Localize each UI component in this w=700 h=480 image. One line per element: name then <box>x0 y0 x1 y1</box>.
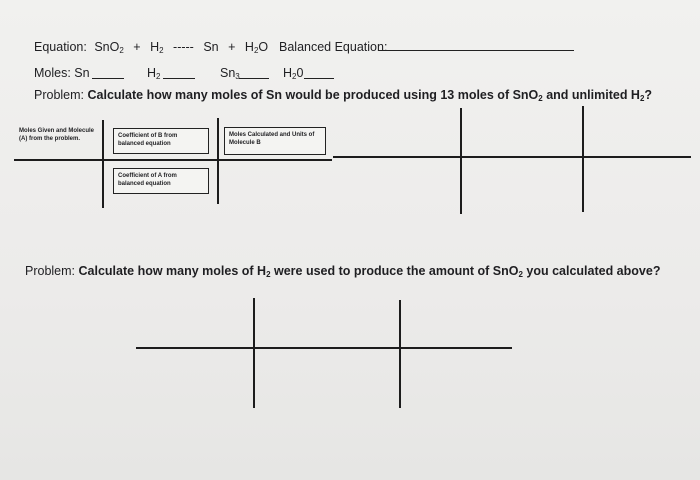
product-sn: Sn <box>203 40 219 54</box>
reactant-h2: $H_2$ <box>150 40 164 55</box>
moles-sn-label: Moles: Sn <box>34 66 90 80</box>
moles-calculated-box: Moles Calculated and Units of Molecule B <box>224 127 326 155</box>
problem-2 <box>25 264 660 282</box>
work-grid-vertical-line-2 <box>582 106 584 212</box>
equation-line <box>34 40 268 58</box>
problem-1 <box>34 88 652 106</box>
problem-2-label: Problem: <box>25 264 76 278</box>
work-grid-vertical-line-1 <box>460 108 462 214</box>
coefficient-a-box: Coefficient of A from balanced equation <box>113 168 209 194</box>
coefficient-b-box: Coefficient of B from balanced equation <box>113 128 209 154</box>
plus-sign-2: + <box>228 40 236 54</box>
moles-h2o-label: $H_20$ <box>283 66 304 81</box>
product-h2o: $H_2O$ <box>244 40 269 55</box>
work-grid-2-vertical-line-1 <box>253 298 255 408</box>
moles-h2-blank[interactable] <box>163 78 195 79</box>
moles-sn-blank[interactable] <box>92 78 124 79</box>
problem-2-text: Calculate how many moles of $H_2$ were used to produce the amount of SnO$_2$ you calculated above? <box>78 264 661 279</box>
work-grid-2-horizontal-line <box>136 347 512 349</box>
problem-1-text: Calculate how many moles of Sn would be produced using 13 moles of SnO$_2$ and unlimited $H_2$? <box>87 88 653 103</box>
template-horizontal-line <box>14 159 332 161</box>
balanced-equation-blank[interactable] <box>378 50 574 51</box>
balanced-equation-label: Balanced Equation: <box>279 40 388 54</box>
template-vertical-line-2 <box>217 118 219 204</box>
reactant-sno2: SnO$_2$ <box>94 40 124 55</box>
work-grid-horizontal-line <box>333 156 691 158</box>
moles-h2-label: $H_2$ <box>147 66 161 81</box>
moles-sn3-label: $Sn_3$ <box>220 66 240 81</box>
problem-1-label: Problem: <box>34 88 85 102</box>
template-vertical-line-1 <box>102 120 104 208</box>
moles-sn3-blank[interactable] <box>239 78 269 79</box>
moles-given-label: Moles Given and Molecule (A) from the problem. <box>19 128 95 142</box>
moles-h2o-blank[interactable] <box>304 78 334 79</box>
work-grid-2-vertical-line-2 <box>399 300 401 408</box>
reaction-arrow: ----- <box>173 40 194 54</box>
plus-sign: + <box>133 40 141 54</box>
equation-label: Equation: <box>34 40 87 54</box>
